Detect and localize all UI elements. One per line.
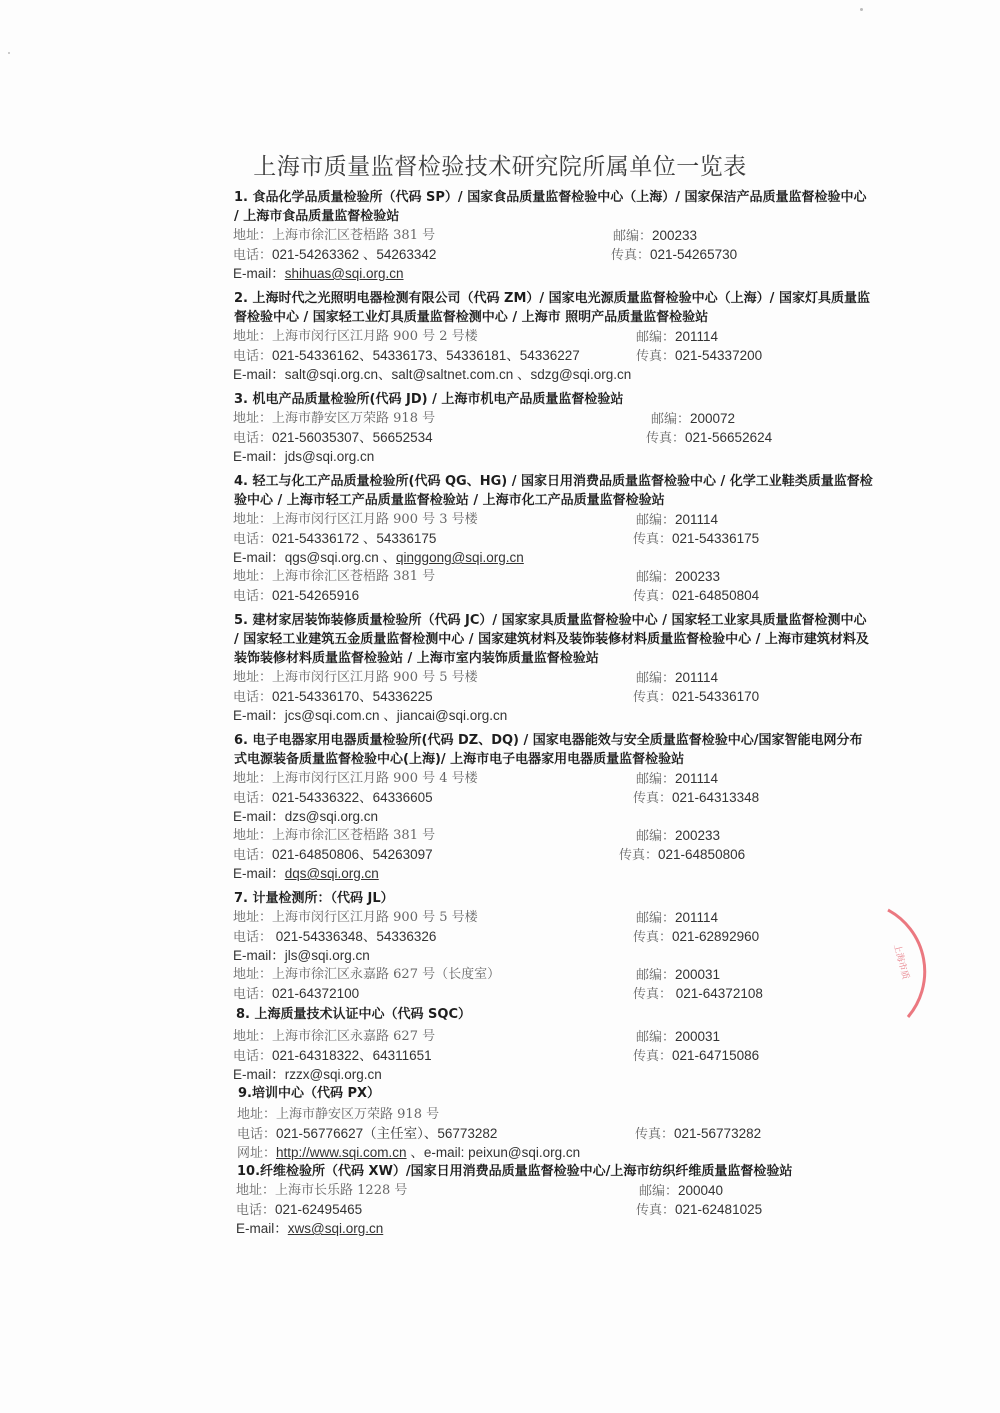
fax-value: 021-64850804 bbox=[672, 588, 760, 603]
fax-label: 传真： bbox=[619, 848, 659, 863]
red-seal-stamp bbox=[880, 905, 1000, 1025]
email-link[interactable]: jds@sqi.org.cn bbox=[284, 449, 375, 464]
postcode-value: 200072 bbox=[690, 411, 736, 426]
entry-2 bbox=[233, 289, 873, 384]
fax-label: 传真： bbox=[633, 532, 673, 547]
address-label: 地址： bbox=[233, 411, 273, 426]
phone-value: 021-54336322、64336605 bbox=[272, 790, 433, 805]
email-link[interactable]: dzs@sqi.org.cn bbox=[284, 809, 379, 824]
postcode-label: 邮编： bbox=[636, 671, 676, 686]
entry-heading: 6. 电子电器家用电器质量检验所(代码 DZ、DQ) / 国家电器能效与安全质量监督检验中心/国家智能电网分布式电源装备质量监督检验中心(上海)/ 上海市电子电器家用电器质量监督检验站 bbox=[234, 733, 863, 767]
address-value: 上海市长乐路 1228 号 bbox=[275, 1183, 408, 1198]
postcode-value: 200040 bbox=[678, 1183, 724, 1198]
entry-heading: 7. 计量检测所：（代码 JL） bbox=[234, 891, 394, 906]
email-link[interactable]: qgs@sqi.org.cn bbox=[284, 550, 379, 565]
phone-value: 021-54263362 、54263342 bbox=[272, 247, 437, 262]
postcode-label: 邮编： bbox=[636, 911, 676, 926]
email-link[interactable]: shihuas@sqi.org.cn bbox=[284, 266, 404, 281]
phone-label: 电话： bbox=[233, 848, 273, 863]
fax-label: 传真： bbox=[633, 690, 673, 705]
address-value: 上海市闵行区江月路 900 号 2 号楼 bbox=[272, 329, 478, 344]
scan-speck bbox=[860, 8, 863, 11]
email-link[interactable]: xws@sqi.org.cn bbox=[287, 1221, 384, 1236]
postcode-label: 邮编： bbox=[636, 330, 676, 345]
fax-label: 传真： bbox=[633, 589, 673, 604]
email-label: E-mail： bbox=[233, 367, 285, 382]
address-label: 地址： bbox=[233, 569, 273, 584]
page-title: 上海市质量监督检验技术研究院所属单位一览表 bbox=[253, 154, 747, 180]
address-label: 地址： bbox=[237, 1107, 277, 1122]
email-label: E-mail： bbox=[233, 809, 285, 824]
fax-value: 021-64372108 bbox=[672, 986, 763, 1001]
address-label: 地址： bbox=[233, 670, 273, 685]
fax-label: 传真： bbox=[636, 349, 676, 364]
postcode-label: 邮编： bbox=[636, 829, 676, 844]
postcode-value: 201114 bbox=[675, 512, 719, 527]
entry-heading: 10.纤维检验所（代码 XW）/国家日用消费品质量监督检验中心/上海市纺织纤维质量监督检验站 bbox=[237, 1164, 793, 1179]
postcode-label: 邮编： bbox=[636, 570, 676, 585]
phone-label: 电话： bbox=[233, 532, 273, 547]
postcode-value: 200233 bbox=[675, 828, 721, 843]
fax-label: 传真： bbox=[646, 431, 686, 446]
phone-label: 电话： bbox=[233, 987, 273, 1002]
address-value: 上海市徐汇区苍梧路 381 号 bbox=[272, 228, 436, 243]
fax-label: 传真： bbox=[633, 930, 673, 945]
phone-value: 021-54265916 bbox=[272, 588, 360, 603]
fax-value: 021-64715086 bbox=[672, 1048, 760, 1063]
phone-value: 021-64318322、64311651 bbox=[272, 1048, 432, 1063]
fax-value: 021-56652624 bbox=[685, 430, 773, 445]
fax-value: 021-54337200 bbox=[675, 348, 763, 363]
address-value: 上海市徐汇区苍梧路 381 号 bbox=[272, 569, 436, 584]
website-label: 网址： bbox=[237, 1146, 277, 1161]
address-value: 上海市徐汇区永嘉路 627 号（长度室） bbox=[272, 967, 501, 982]
postcode-label: 邮编： bbox=[636, 1030, 676, 1045]
address-value: 上海市闵行区江月路 900 号 4 号楼 bbox=[272, 771, 478, 786]
email-link[interactable]: salt@sqi.org.cn、salt@saltnet.com.cn 、sdzg@sqi.org.cn bbox=[284, 367, 632, 382]
entry-1 bbox=[233, 188, 873, 283]
phone-value: 021-62495465 bbox=[275, 1202, 363, 1217]
address-label: 地址： bbox=[233, 828, 273, 843]
postcode-label: 邮编： bbox=[636, 513, 676, 528]
website-link[interactable]: http://www.sqi.com.cn bbox=[276, 1145, 407, 1160]
fax-value: 021-54265730 bbox=[650, 247, 738, 262]
entry-8 bbox=[233, 1005, 873, 1084]
email-link[interactable]: jls@sqi.org.cn bbox=[284, 948, 370, 963]
email-label: E-mail： bbox=[233, 948, 285, 963]
entry-heading: 2. 上海时代之光照明电器检测有限公司（代码 ZM）/ 国家电光源质量监督检验中心（上海）/ 国家灯具质量监督检验中心 / 国家轻工业灯具质量监督检测中心 / 上海市 照明产品质量监督检验站 bbox=[234, 291, 870, 325]
fax-value: 021-62481025 bbox=[675, 1202, 763, 1217]
entry-7 bbox=[233, 889, 873, 1003]
phone-value: 021-64850806、54263097 bbox=[272, 847, 433, 862]
email-link[interactable]: peixun@sqi.org.cn bbox=[468, 1145, 581, 1160]
entry-6 bbox=[233, 731, 873, 883]
entry-heading: 5. 建材家居装饰装修质量检验所（代码 JC）/ 国家家具质量监督检验中心 / 国家轻工业家具质量监督检测中心 / 国家轻工业建筑五金质量监督检测中心 / 国家建筑材料及装饰装修材料质量监督检验中心 / 上海市建筑材料及装饰装修材料质量监督检验站 / 上海市室内装饰质量监督检验站 bbox=[234, 613, 869, 666]
address-label: 地址： bbox=[233, 910, 273, 925]
phone-label: 电话： bbox=[237, 1127, 277, 1142]
entry-9 bbox=[237, 1084, 873, 1162]
address-value: 上海市静安区万荣路 918 号 bbox=[276, 1107, 440, 1122]
fax-value: 021-64850806 bbox=[658, 847, 746, 862]
fax-label: 传真： bbox=[633, 987, 673, 1002]
address-value: 上海市闵行区江月路 900 号 5 号楼 bbox=[272, 670, 478, 685]
fax-value: 021-54336175 bbox=[672, 531, 760, 546]
seal-text: 上海市质 bbox=[891, 943, 911, 981]
fax-label: 传真： bbox=[611, 248, 651, 263]
phone-value: 021-54336348、54336326 bbox=[272, 929, 437, 944]
entry-10 bbox=[236, 1162, 873, 1238]
phone-label: 电话： bbox=[233, 248, 273, 263]
phone-value: 021-64372100 bbox=[272, 986, 360, 1001]
postcode-value: 200031 bbox=[675, 1029, 721, 1044]
phone-label: 电话： bbox=[236, 1203, 276, 1218]
postcode-value: 201114 bbox=[675, 329, 719, 344]
email-label: E-mail： bbox=[233, 550, 285, 565]
fax-value: 021-56773282 bbox=[674, 1126, 762, 1141]
email-label: E-mail： bbox=[233, 866, 285, 881]
address-label: 地址： bbox=[233, 771, 273, 786]
phone-label: 电话： bbox=[233, 791, 273, 806]
email-label: E-mail： bbox=[233, 1067, 285, 1082]
postcode-value: 201114 bbox=[675, 670, 719, 685]
postcode-value: 201114 bbox=[675, 910, 719, 925]
postcode-label: 邮编： bbox=[636, 772, 676, 787]
email-label: E-mail： bbox=[236, 1221, 288, 1236]
address-value: 上海市闵行区江月路 900 号 5 号楼 bbox=[272, 910, 478, 925]
address-label: 地址： bbox=[233, 228, 273, 243]
email-link[interactable]: jcs@sqi.com.cn 、jiancai@sqi.org.cn bbox=[284, 708, 508, 723]
fax-label: 传真： bbox=[636, 1203, 676, 1218]
address-value: 上海市徐汇区苍梧路 381 号 bbox=[272, 828, 436, 843]
entry-heading: 8. 上海质量技术认证中心（代码 SQC） bbox=[236, 1007, 471, 1022]
unit-list bbox=[233, 188, 873, 1244]
email-label: 、e-mail: bbox=[410, 1145, 469, 1160]
fax-value: 021-54336170 bbox=[672, 689, 760, 704]
phone-label: 电话： bbox=[233, 589, 273, 604]
entry-heading: 3. 机电产品质量检验所(代码 JD) / 上海市机电产品质量监督检验站 bbox=[234, 392, 624, 407]
email-label: E-mail： bbox=[233, 266, 285, 281]
address-value: 上海市闵行区江月路 900 号 3 号楼 bbox=[272, 512, 478, 527]
phone-label: 电话： bbox=[233, 1049, 273, 1064]
entry-3 bbox=[233, 390, 873, 466]
address-value: 上海市静安区万荣路 918 号 bbox=[272, 411, 436, 426]
entry-heading: 4. 轻工与化工产品质量检验所(代码 QG、HG) / 国家日用消费品质量监督检验中心 / 化学工业鞋类质量监督检验中心 / 上海市轻工产品质量监督检验站 / 上海市化工产品质量监督检验站 bbox=[234, 474, 873, 508]
fax-value: 021-62892960 bbox=[672, 929, 760, 944]
address-label: 地址： bbox=[233, 967, 273, 982]
phone-value: 021-54336170、54336225 bbox=[272, 689, 433, 704]
phone-label: 电话： bbox=[233, 349, 273, 364]
email-label: E-mail： bbox=[233, 449, 285, 464]
fax-label: 传真： bbox=[635, 1127, 675, 1142]
address-value: 上海市徐汇区永嘉路 627 号 bbox=[272, 1029, 436, 1044]
postcode-value: 200233 bbox=[652, 228, 698, 243]
phone-label: 电话： bbox=[233, 930, 273, 945]
phone-value: 021-54336162、54336173、54336181、54336227 bbox=[272, 348, 580, 363]
fax-label: 传真： bbox=[633, 1049, 673, 1064]
email-label: E-mail： bbox=[233, 708, 285, 723]
email-link[interactable]: dqs@sqi.org.cn bbox=[284, 866, 379, 881]
email-link-2[interactable]: qinggong@sqi.org.cn bbox=[396, 550, 524, 565]
address-label: 地址： bbox=[233, 329, 273, 344]
address-label: 地址： bbox=[233, 512, 273, 527]
postcode-label: 邮编： bbox=[651, 412, 691, 427]
postcode-value: 200031 bbox=[675, 967, 721, 982]
entry-5 bbox=[233, 611, 873, 725]
postcode-label: 邮编： bbox=[613, 229, 653, 244]
phone-label: 电话： bbox=[233, 690, 273, 705]
phone-value: 021-54336172 、54336175 bbox=[272, 531, 437, 546]
postcode-label: 邮编： bbox=[636, 968, 676, 983]
postcode-value: 200233 bbox=[675, 569, 721, 584]
phone-value: 021-56776627（主任室）、56773282 bbox=[276, 1126, 498, 1141]
postcode-value: 201114 bbox=[675, 771, 719, 786]
entry-4: 4. 轻工与化工产品质量检验所(代码 QG、HG) / 国家日用消费品质量监督检验中心 / 化学工业鞋类质量监督检验中心 / 上海市轻工产品质量监督检验站 / 上海市化工产品质量监督检验站 地址：上海市闵行区江月路 900 号 3 号楼 邮编：201114 电话：021-54336172 、54336175 传真：021-54336175 E-mail：qgs@sqi.org.cn 、qinggong@sqi.org.cn 地址：上海市徐汇区苍梧路 381 号 邮编：200233 电话：021-54265916 传真：021-64850804 bbox=[233, 474, 873, 604]
entry-heading: 1. 食品化学品质量检验所（代码 SP）/ 国家食品质量监督检验中心（上海）/ 国家保洁产品质量监督检验中心 / 上海市食品质量监督检验站 bbox=[234, 190, 867, 224]
phone-value: 021-56035307、56652534 bbox=[272, 430, 433, 445]
address-label: 地址： bbox=[233, 1029, 273, 1044]
address-label: 地址： bbox=[236, 1183, 276, 1198]
fax-label: 传真： bbox=[633, 791, 673, 806]
fax-value: 021-64313348 bbox=[672, 790, 760, 805]
phone-label: 电话： bbox=[233, 431, 273, 446]
postcode-label: 邮编： bbox=[639, 1184, 679, 1199]
scan-speck bbox=[8, 52, 10, 54]
entry-heading: 9.培训中心（代码 PX） bbox=[238, 1086, 381, 1101]
email-link[interactable]: rzzx@sqi.org.cn bbox=[284, 1067, 382, 1082]
